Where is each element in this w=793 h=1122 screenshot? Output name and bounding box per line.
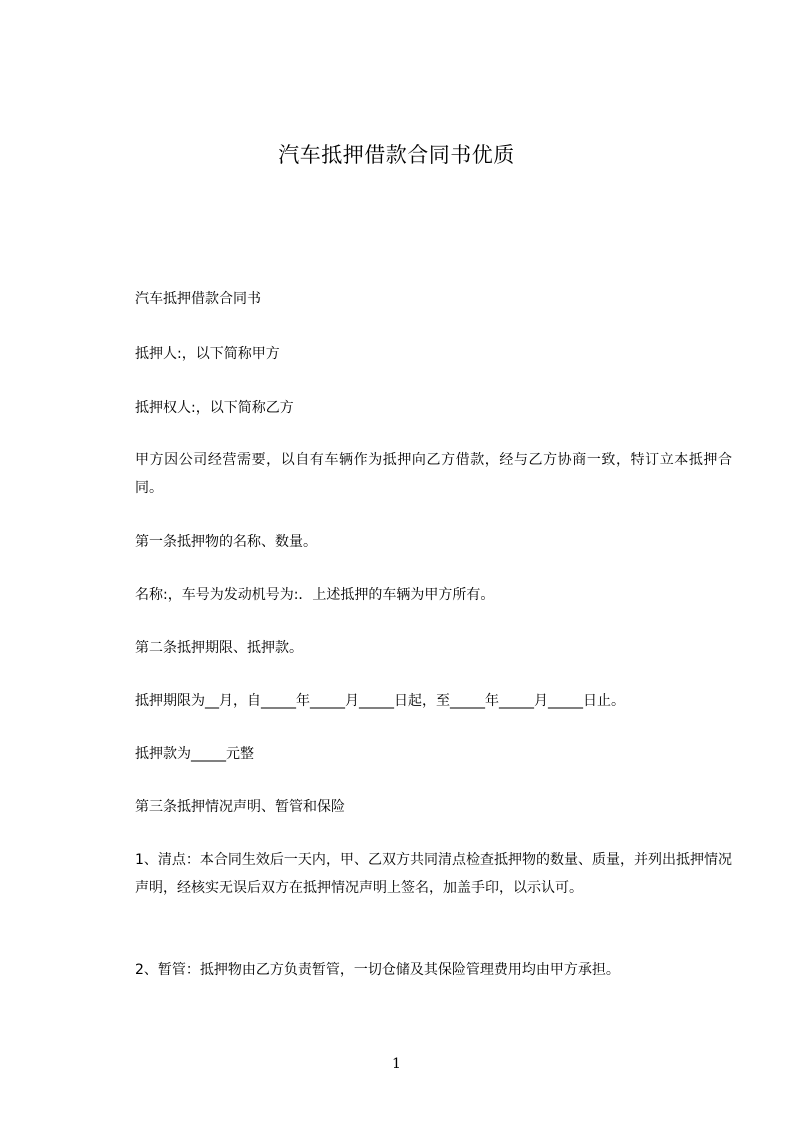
paragraph-article-2: 第二条抵押期限、抵押款。 [135,640,303,656]
paragraph-article-3: 第三条抵押情况声明、暂管和保险 [135,799,345,815]
paragraph-article-1: 第一条抵押物的名称、数量。 [135,534,317,550]
paragraph-purpose: 甲方因公司经营需要，以自有车辆作为抵押向乙方借款，经与乙方协商一致，特订立本抵押合同。 [135,452,732,496]
paragraph-inventory: 1、清点：本合同生效后一天内，甲、乙双方共同清点检查抵押物的数量、质量，并列出抵押情况声明，经核实无误后双方在抵押情况声明上签名，加盖手印，以示认可。 [135,852,732,896]
page-number: 1 [392,1056,401,1072]
paragraph-mortgage-amount: 抵押款为_____元整 [135,746,254,762]
paragraph-contract-heading: 汽车抵押借款合同书 [135,291,261,307]
paragraph-mortgagor: 抵押人:，以下简称甲方 [135,346,280,362]
document-title: 汽车抵押借款合同书优质 [278,143,515,167]
paragraph-vehicle-name: 名称:，车号为发动机号为:．上述抵押的车辆为甲方所有。 [135,587,495,603]
paragraph-mortgagee: 抵押权人:，以下简称乙方 [135,400,294,416]
paragraph-mortgage-term: 抵押期限为__月，自_____年_____月_____日起，至_____年_____月_____日止。 [135,693,625,709]
paragraph-custody: 2、暂管：抵押物由乙方负责暂管，一切仓储及其保险管理费用均由甲方承担。 [135,962,620,978]
